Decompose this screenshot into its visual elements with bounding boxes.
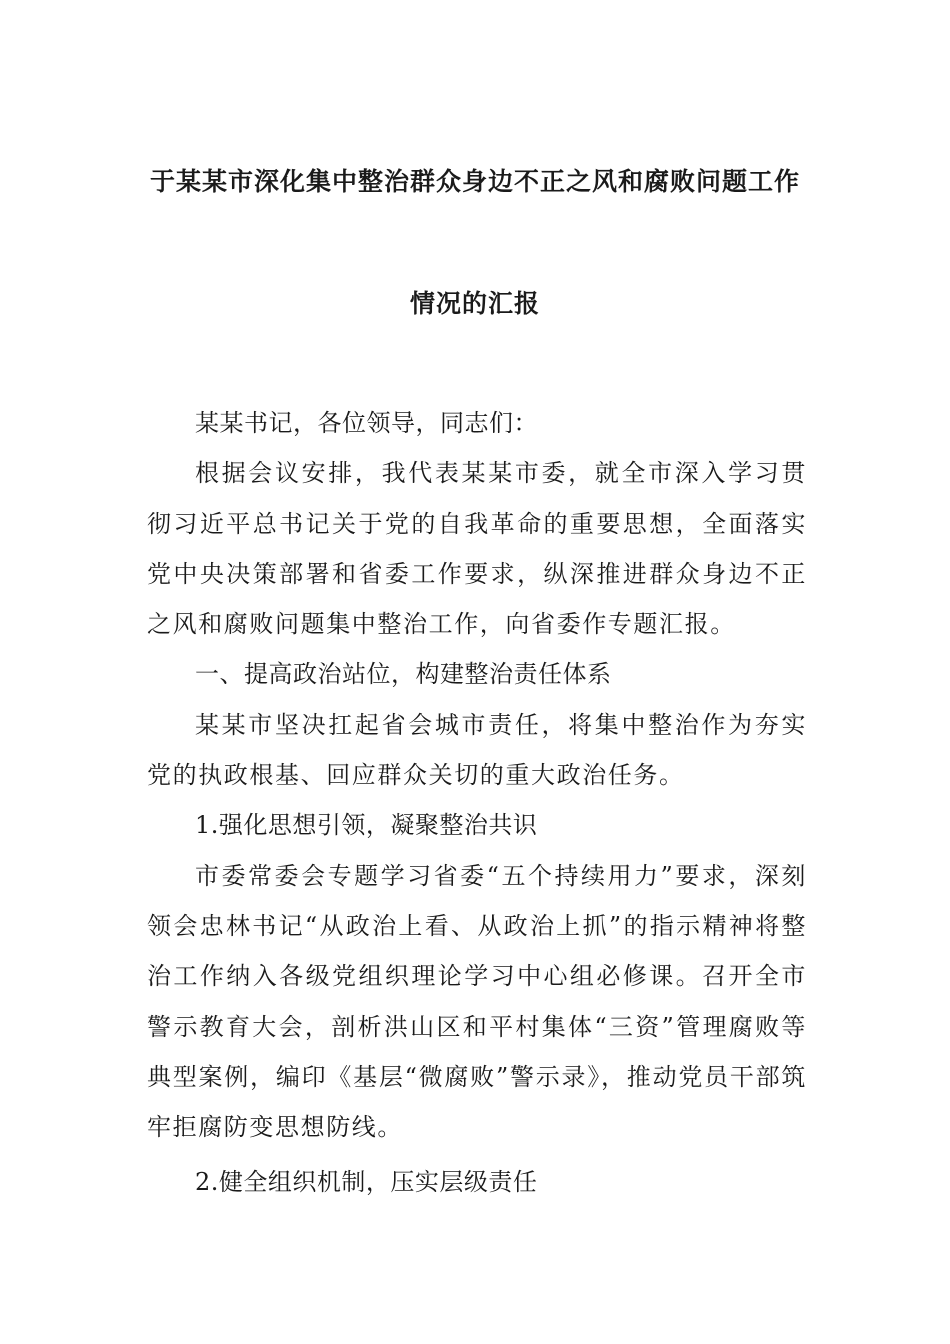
- document-title-line-1: 于某某市深化集中整治群众身边不正之风和腐败问题工作: [149, 167, 800, 196]
- salutation: 某某书记，各位领导，同志们：: [195, 409, 538, 437]
- subheading-2: 2.健全组织机制，压实层级责任: [195, 1168, 538, 1197]
- document-body: [147, 398, 807, 1208]
- document-title-line-2: 情况的汇报: [409, 289, 540, 318]
- paragraph-section-1: 某某市坚决扛起省会城市责任，将集中整治作为夯实党的执政根基、回应群众关切的重大政治任务。: [147, 710, 807, 790]
- subheading-1: 1.强化思想引领，凝聚整治共识: [195, 811, 538, 840]
- paragraph-intro: 根据会议安排，我代表某某市委，就全市深入学习贯彻习近平总书记关于党的自我革命的重要思想，全面落实党中央决策部署和省委工作要求，纵深推进群众身边不正之风和腐败问题集中整治工作，向省委作专题汇报。: [147, 459, 807, 639]
- paragraph-subsection-1: 市委常委会专题学习省委“五个持续用力”要求，深刻领会忠林书记“从政治上看、从政治上抓”的指示精神将整治工作纳入各级党组织理论学习中心组必修课。召开全市警示教育大会，剖析洪山区和平村集体“三资”管理腐败等典型案例，编印《基层“微腐败”警示录》，推动党员干部筑牢拒腐防变思想防线。: [147, 861, 807, 1142]
- section-heading-1: 一、提高政治站位，构建整治责任体系: [195, 660, 612, 689]
